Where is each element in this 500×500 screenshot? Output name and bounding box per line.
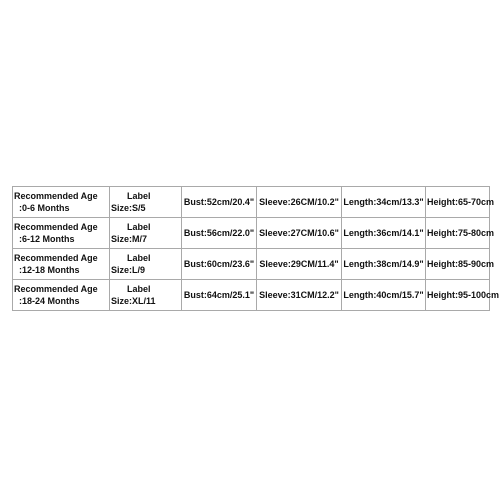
sleeve-cell: Sleeve:27CM/10.6" [257, 218, 342, 249]
table-row [13, 218, 490, 249]
table-row [13, 249, 490, 280]
label-cell [110, 218, 182, 249]
height-cell: Height:65-70cm [426, 187, 490, 218]
label-heading: Label [127, 253, 151, 263]
label-size: Size:XL/11 [111, 296, 156, 306]
size-chart-table [12, 186, 500, 311]
label-size: Size:S/5 [111, 203, 146, 213]
age-cell [13, 187, 110, 218]
label-heading: Label [127, 284, 151, 294]
sleeve-cell: Sleeve:26CM/10.2" [257, 187, 342, 218]
age-range: :12-18 Months [19, 265, 80, 275]
height-cell: Height:85-90cm [426, 249, 490, 280]
label-cell [110, 280, 182, 311]
length-cell: Length:36cm/14.1" [342, 218, 426, 249]
age-heading: Recommended Age [14, 284, 98, 294]
height-cell: Height:75-80cm [426, 218, 490, 249]
bust-cell: Bust:56cm/22.0" [182, 218, 257, 249]
table-row [13, 280, 490, 311]
label-cell [110, 249, 182, 280]
age-cell [13, 249, 110, 280]
table-row [13, 187, 490, 218]
height-cell: Height:95-100cm [426, 280, 490, 311]
bust-cell: Bust:52cm/20.4" [182, 187, 257, 218]
bust-cell: Bust:60cm/23.6" [182, 249, 257, 280]
age-range: :6-12 Months [19, 234, 75, 244]
sleeve-cell: Sleeve:29CM/11.4" [257, 249, 342, 280]
age-heading: Recommended Age [14, 253, 98, 263]
bust-cell: Bust:64cm/25.1" [182, 280, 257, 311]
age-heading: Recommended Age [14, 191, 98, 201]
age-heading: Recommended Age [14, 222, 98, 232]
length-cell: Length:40cm/15.7" [342, 280, 426, 311]
length-cell: Length:34cm/13.3" [342, 187, 426, 218]
age-range: :18-24 Months [19, 296, 80, 306]
length-cell: Length:38cm/14.9" [342, 249, 426, 280]
age-cell [13, 218, 110, 249]
label-heading: Label [127, 222, 151, 232]
label-size: Size:L/9 [111, 265, 146, 275]
label-size: Size:M/7 [111, 234, 148, 244]
age-cell [13, 280, 110, 311]
label-cell [110, 187, 182, 218]
label-heading: Label [127, 191, 151, 201]
age-range: :0-6 Months [19, 203, 70, 213]
sleeve-cell: Sleeve:31CM/12.2" [257, 280, 342, 311]
